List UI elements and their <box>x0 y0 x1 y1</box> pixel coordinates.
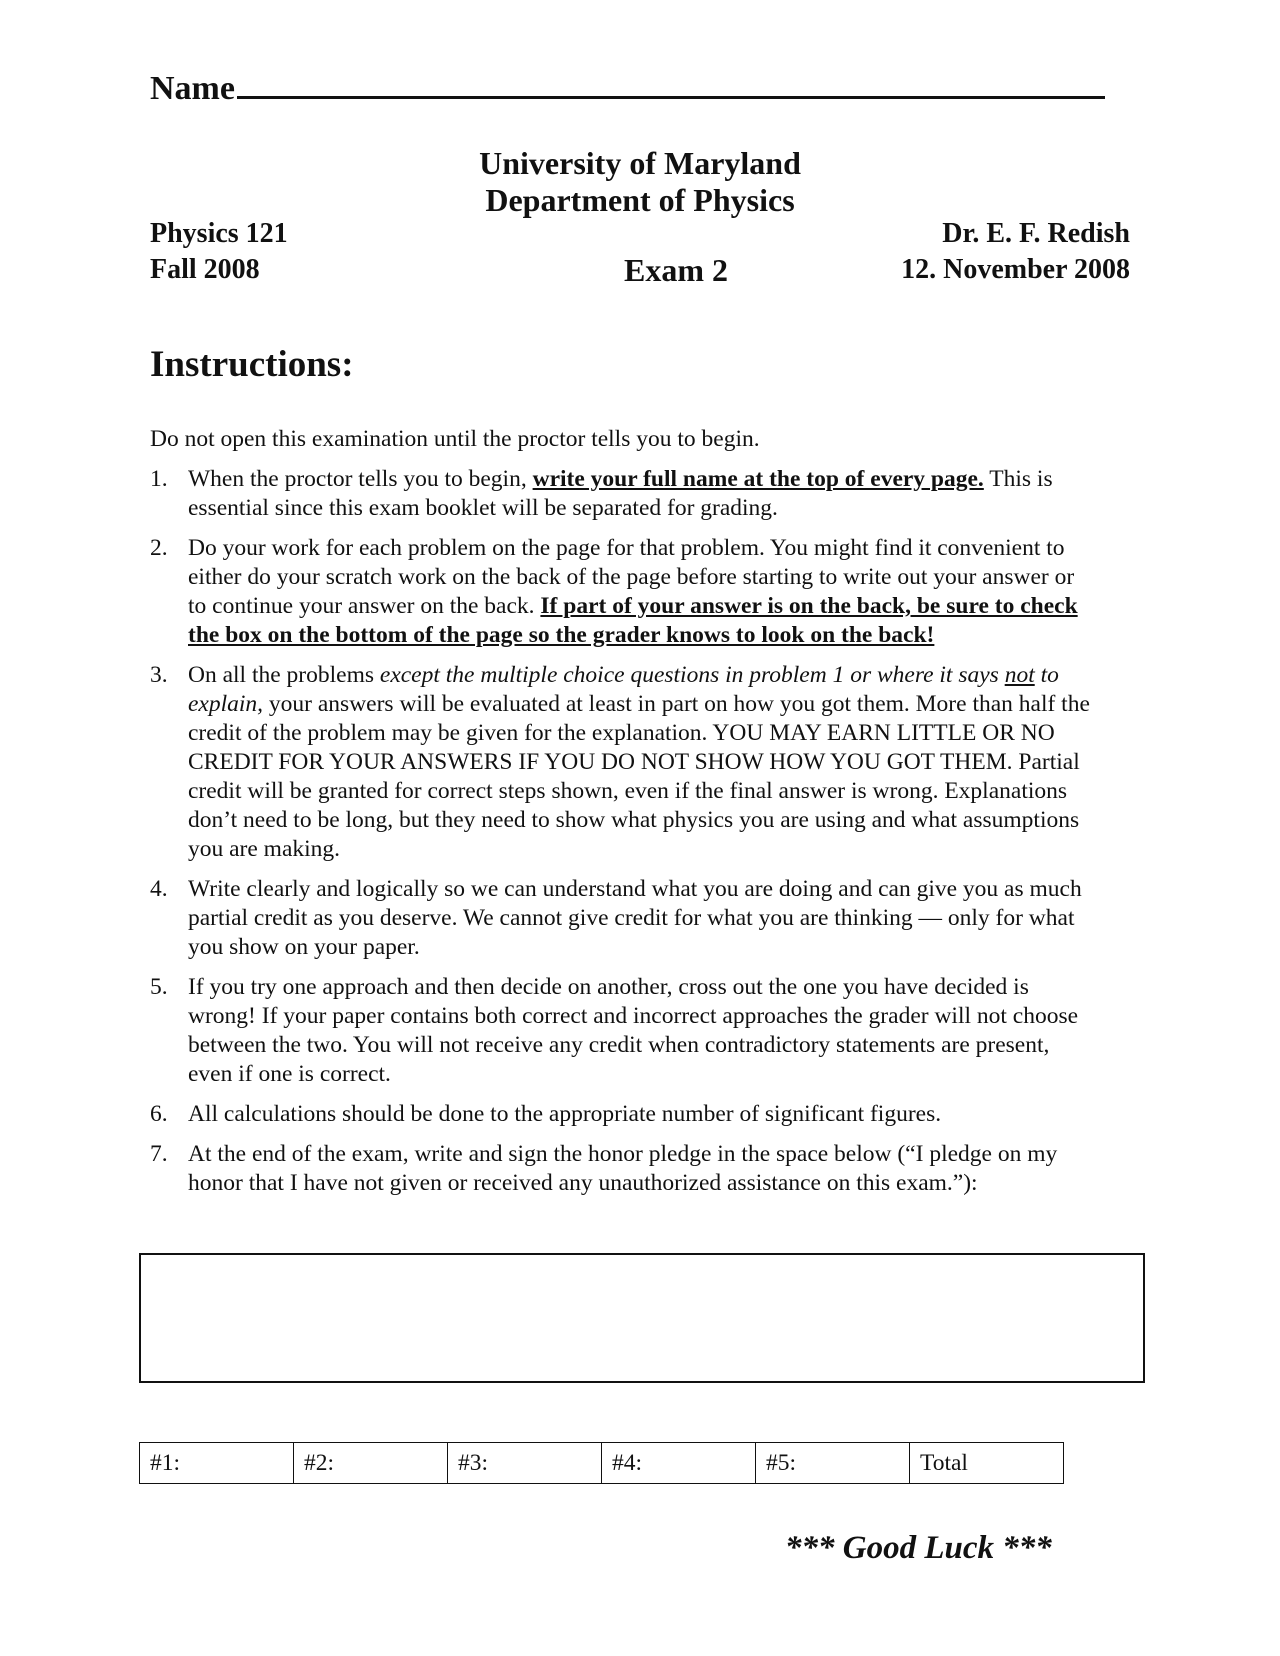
course-name: Physics 121 <box>150 218 288 249</box>
instruction-text: If you try one approach and then decide on another, cross out the one you have decided is wrong! If your paper contains both correct and incorrect approaches the grader will not choose between the two. You will not receive any credit when contradictory statements are present, even if one is correct. <box>188 974 1079 1087</box>
item-number: 6. <box>150 1101 168 1127</box>
instructor-name: Dr. E. F. Redish <box>942 218 1130 249</box>
instruction-item <box>150 973 1090 1089</box>
instruction-item <box>150 1100 1090 1129</box>
item-number: 3. <box>150 662 168 688</box>
score-cell-4[interactable]: #4: <box>602 1443 756 1484</box>
name-label: Name <box>150 70 235 107</box>
instruction-text: This is essential since this exam booklet will be separated for grading. <box>188 466 1053 521</box>
instruction-italic-underline: not <box>1004 662 1035 688</box>
score-cell-2[interactable]: #2: <box>294 1443 448 1484</box>
instruction-text: Write clearly and logically so we can understand what you are doing and can give you as much partial credit as you deserve. We cannot give credit for what you are thinking — only for what you show on your paper. <box>188 876 1082 960</box>
instruction-emphasis: If part of your answer is on the back, be sure to check the box on the bottom of the page so the grader knows to look on the back! <box>188 593 1078 648</box>
item-number: 7. <box>150 1141 168 1167</box>
item-number: 5. <box>150 974 168 1000</box>
instruction-text: When the proctor tells you to begin, <box>188 466 533 492</box>
score-table <box>139 1442 1064 1484</box>
instruction-text: Do your work for each problem on the page for that problem. You might find it convenient to either do your scratch work on the back of the page before starting to write out your answer or to continue your answer on the back. <box>188 535 1075 619</box>
name-field[interactable] <box>150 70 1105 108</box>
course-term: Fall 2008 <box>150 254 260 285</box>
instruction-item <box>150 534 1090 650</box>
instruction-text: At the end of the exam, write and sign the honor pledge in the space below (“I pledge on my honor that I have not given or received any unauthorized assistance on this exam.”): <box>188 1141 1058 1196</box>
item-number: 2. <box>150 535 168 561</box>
good-luck-message: *** Good Luck *** <box>785 1530 1052 1566</box>
instruction-item <box>150 1140 1090 1198</box>
exam-title: Exam 2 <box>624 252 728 288</box>
instruction-item <box>150 465 1090 523</box>
exam-date: 12. November 2008 <box>901 254 1130 285</box>
instruction-item <box>150 661 1090 864</box>
university-heading: University of Maryland <box>479 145 801 181</box>
instructions-intro: Do not open this examination until the proctor tells you to begin. <box>150 426 760 452</box>
instruction-italic: except the multiple choice questions in problem 1 or where it says <box>379 662 1005 688</box>
instruction-text: All calculations should be done to the appropriate number of significant figures. <box>188 1101 942 1127</box>
instruction-text: On all the problems <box>188 662 380 688</box>
instruction-item <box>150 875 1090 962</box>
instructions-list <box>150 465 1090 1209</box>
name-underline <box>237 95 1105 99</box>
instruction-italic: to explain, <box>188 662 1059 717</box>
score-cell-3[interactable]: #3: <box>448 1443 602 1484</box>
instruction-text: your answers will be evaluated at least in part on how you got them. More than half the credit of the problem may be given for the explanation. YOU MAY EARN LITTLE OR NO CREDIT FOR YOUR ANSWERS IF YOU DO NOT SHOW HOW YOU GOT THEM. Partial credit will be granted for correct steps shown, even if the final answer is wrong. Explanations don’t need to be long, but they need to show what physics you are using and what assumptions you are making. <box>188 691 1090 862</box>
instruction-emphasis: write your full name at the top of every page. <box>532 466 984 492</box>
honor-pledge-box[interactable] <box>139 1253 1145 1383</box>
item-number: 1. <box>150 466 168 492</box>
department-heading: Department of Physics <box>485 182 795 218</box>
score-cell-1[interactable]: #1: <box>140 1443 294 1484</box>
instructions-title: Instructions: <box>150 344 354 385</box>
score-row <box>140 1443 1064 1484</box>
score-cell-total[interactable]: Total <box>910 1443 1064 1484</box>
score-cell-5[interactable]: #5: <box>756 1443 910 1484</box>
item-number: 4. <box>150 876 168 902</box>
